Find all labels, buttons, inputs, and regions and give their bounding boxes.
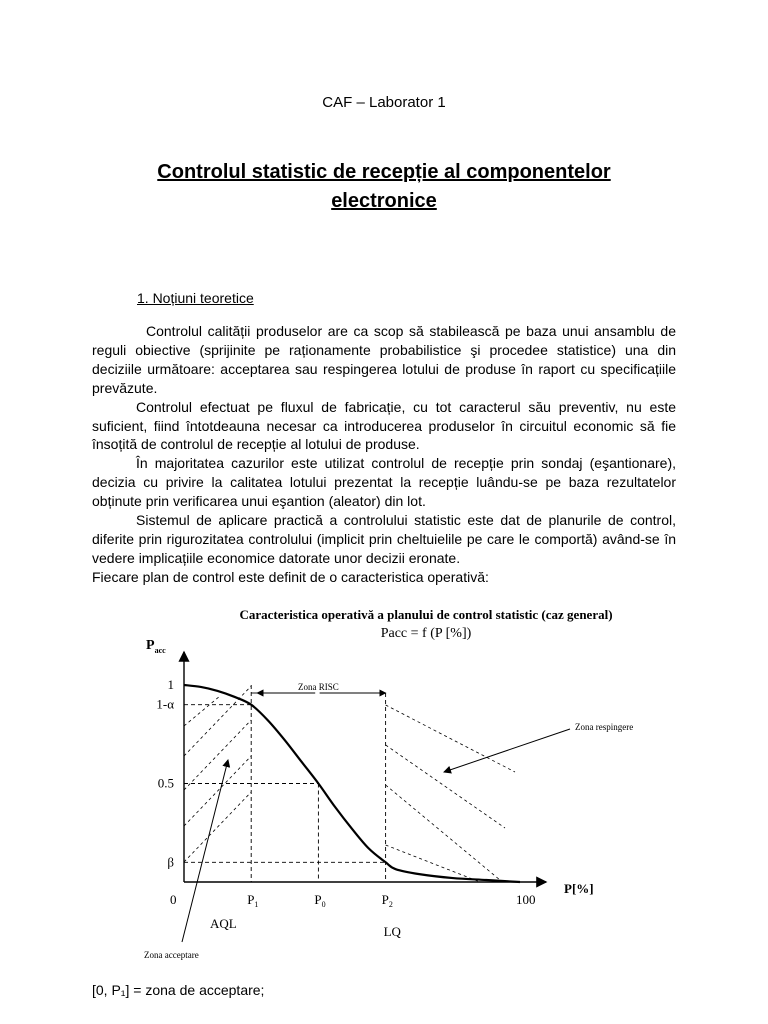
lq-label: LQ <box>383 924 401 939</box>
chart-tick-labels <box>156 677 535 909</box>
y-tick-label: 1 <box>167 677 174 692</box>
y-tick-label: β <box>167 854 174 870</box>
chart-guides <box>184 685 386 882</box>
x-tick-label: $P_2$ <box>381 892 393 909</box>
rejection-hatch-1 <box>386 705 515 772</box>
zona-respingere-label: Zona respingere <box>575 722 634 732</box>
acceptance-hatch-3 <box>184 720 251 790</box>
paragraph-2: Controlul efectuat pe fluxul de fabricație, cu tot caracterul său preventiv, nu este suficient, fiind întotdeauna necesar ca introducerea produselor în circuitul economic să fie însoțită de controlul de recepție al lotului de produse. <box>92 398 676 453</box>
acceptance-hatch-5 <box>184 696 220 726</box>
operating-characteristic-chart <box>130 600 690 968</box>
paragraph-5: Fiecare plan de control este definit de o caracteristica operativă: <box>92 568 489 585</box>
zona-risc-label: Zona RISC <box>298 682 339 692</box>
body-text <box>92 322 676 587</box>
paragraph-3: În majoritatea cazurilor este utilizat controlul de recepție prin sondaj (eşantionare), decizia cu privire la calitatea lotului prezentat la recepție luându-se pe baza rezultatelor obținute prin verificarea unui eşantion (aleator) din lot. <box>92 455 676 510</box>
acceptance-hatch-2 <box>184 756 251 826</box>
paragraph-4: Sistemul de aplicare practică a controlului statistic este dat de planurile de control, diferite prin rigurozitatea controlului (implicit prin cheltuielile pe care le comportă) având-se în vedere implicațiile economice datorate unor decizii eronate. <box>92 512 676 566</box>
x-axis-label: P[%] <box>564 881 594 896</box>
acceptance-zone-definition: [0, P₁] = zona de acceptare; <box>92 982 265 998</box>
page-header: CAF – Laborator 1 <box>322 94 446 111</box>
section-heading: 1. Noțiuni teoretice <box>137 290 254 306</box>
aql-label: AQL <box>210 916 237 931</box>
chart-axes <box>184 652 546 882</box>
chart-title: Caracteristica operativă a planului de control statistic (caz general) <box>239 607 613 622</box>
y-tick-label: 0.5 <box>157 775 174 791</box>
acceptance-hatch-4 <box>184 686 251 756</box>
x-tick-label: $P_0$ <box>314 892 326 909</box>
chart-zone-hatching <box>184 686 515 882</box>
zona-acceptare-label: Zona acceptare <box>144 950 199 960</box>
document-title-line-2: electronice <box>331 190 437 212</box>
y-axis-label: $P_{acc}$ <box>146 638 166 655</box>
chart-svg <box>130 600 690 968</box>
x-tick-label: 0 <box>170 892 177 907</box>
rejection-hatch-3 <box>386 785 500 880</box>
x-tick-label: 100 <box>516 892 536 907</box>
document-title <box>60 158 708 216</box>
paragraph-1: Controlul calității produselor are ca scop să stabilească pe baza unui ansamblu de reguli obiective (sprijinite pe raționamente probabilistice şi procedee statistice) una din deciziile următoare: acceptarea sau respingerea lotului de produse în raport cu specificațiile prevăzute. <box>92 323 676 396</box>
x-tick-label: $P_1$ <box>247 892 259 909</box>
zona-respingere-arrow <box>444 729 570 772</box>
y-tick-label: 1-α <box>156 696 174 712</box>
zona-acceptare-arrow <box>182 760 228 942</box>
chart-subtitle: Pacc = f (P [%]) <box>380 626 472 641</box>
chart-annotations <box>144 682 633 960</box>
document-title-line-1: Controlul statistic de recepție al componentelor <box>157 161 611 183</box>
